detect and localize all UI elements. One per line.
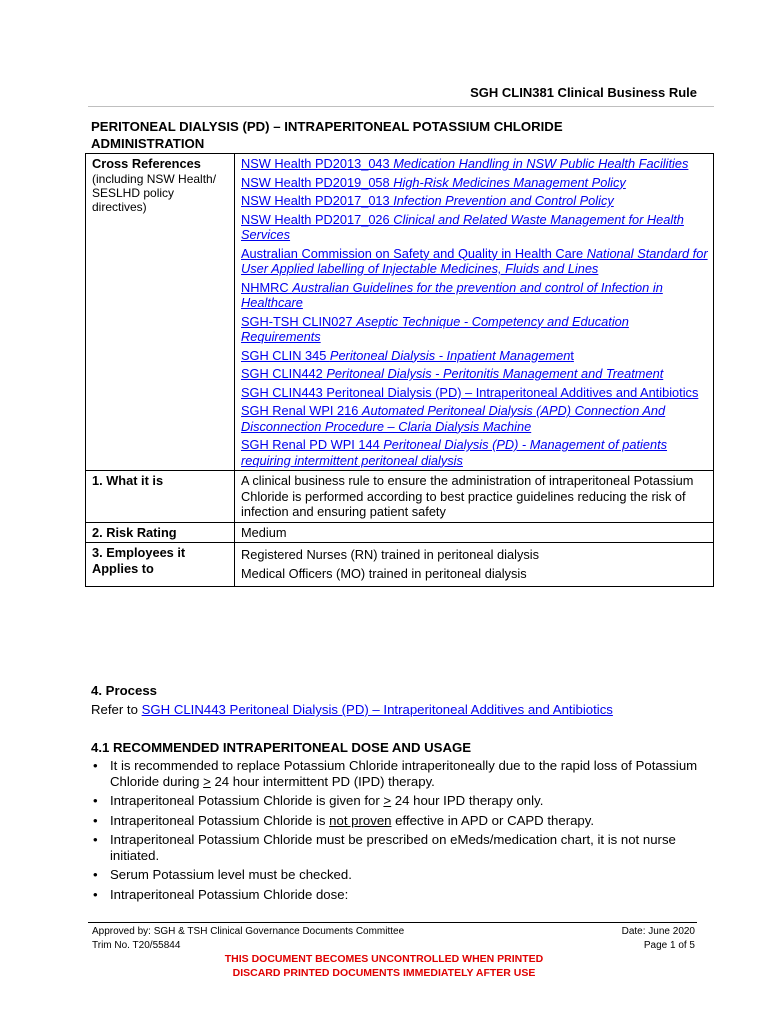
what-it-is-label: 1. What it is: [86, 471, 235, 523]
footer-date: Date: June 2020: [621, 926, 695, 937]
process-refer-prefix: Refer to: [91, 702, 142, 717]
risk-rating-value: Medium: [235, 522, 714, 543]
dose-usage-list: [91, 758, 701, 906]
cross-references-label-cell: [86, 154, 235, 471]
reference-link[interactable]: SGH CLIN442 Peritoneal Dialysis - Peritonitis Management and Treatment: [241, 366, 664, 381]
employee-line: Medical Officers (MO) trained in peritoneal dialysis: [241, 565, 527, 581]
list-item: • Intraperitoneal Potassium Chloride dose:: [91, 887, 701, 903]
uncontrolled-warning: THIS DOCUMENT BECOMES UNCONTROLLED WHEN PRINTED: [224, 953, 544, 965]
document-title: PERITONEAL DIALYSIS (PD) – INTRAPERITONEAL POTASSIUM CHLORIDE ADMINISTRATION: [91, 119, 563, 151]
reference-link[interactable]: SGH Renal WPI 216 Automated Peritoneal Dialysis (APD) Connection And Disconnection Procedure – Claria Dialysis Machine: [241, 403, 666, 434]
header-rule-title: SGH CLIN381 Clinical Business Rule: [470, 85, 697, 100]
cross-references-sublabel: (including NSW Health/ SESLHD policy directives): [92, 171, 217, 214]
risk-rating-row: [86, 522, 714, 543]
reference-link[interactable]: Australian Commission on Safety and Quality in Health Care National Standard for User Applied labelling of Injectable Medicines, Fluids and Lines: [241, 245, 708, 276]
cross-references-row: [86, 154, 714, 471]
footer-divider: [88, 922, 697, 923]
footer-page: Page 1 of 5: [643, 940, 695, 951]
reference-link[interactable]: NHMRC Australian Guidelines for the prevention and control of Infection in Healthcare: [241, 279, 663, 310]
footer-trim: Trim No. T20/55844: [92, 940, 181, 951]
discard-warning: DISCARD PRINTED DOCUMENTS IMMEDIATELY AFTER USE: [232, 967, 536, 979]
risk-rating-label: 2. Risk Rating: [86, 522, 235, 543]
cross-references-label: Cross References: [92, 156, 201, 171]
what-it-is-text: A clinical business rule to ensure the administration of intraperitoneal Potassium Chloride is performed according to best practice guidelines reducing the risk of infection and ensuring patient safety: [235, 471, 714, 523]
process-refer-link[interactable]: SGH CLIN443 Peritoneal Dialysis (PD) – Intraperitoneal Additives and Antibiotics: [141, 702, 613, 717]
section-41-heading: 4.1 RECOMMENDED INTRAPERITONEAL DOSE AND USAGE: [91, 740, 472, 755]
process-refer: [91, 702, 613, 717]
list-item: • It is recommended to replace Potassium Chloride intraperitoneally due to the rapid loss of Potassium Chloride during > 24 hour intermittent PD (IPD) therapy.: [91, 758, 701, 789]
what-it-is-row: [86, 471, 714, 523]
reference-link[interactable]: NSW Health PD2017_026 Clinical and Related Waste Management for Health Services: [241, 211, 684, 242]
reference-link[interactable]: SGH CLIN 345 Peritoneal Dialysis - Inpatient Management: [241, 347, 574, 363]
cross-references-list: [235, 154, 714, 471]
list-item: • Intraperitoneal Potassium Chloride must be prescribed on eMeds/medication chart, it is not nurse initiated.: [91, 832, 701, 863]
list-item: • Serum Potassium level must be checked.: [91, 867, 701, 883]
employees-list: [235, 543, 714, 587]
employees-label: 3. Employees it Applies to: [86, 543, 235, 587]
process-heading: 4. Process: [91, 683, 157, 698]
reference-link[interactable]: SGH Renal PD WPI 144 Peritoneal Dialysis (PD) - Management of patients requiring intermittent peritoneal dialysis: [241, 437, 668, 468]
employees-row: [86, 543, 714, 587]
header-divider: [88, 106, 714, 107]
reference-link[interactable]: NSW Health PD2017_013 Infection Prevention and Control Policy: [241, 193, 614, 208]
footer-approved: Approved by: SGH & TSH Clinical Governance Documents Committee: [92, 926, 405, 937]
reference-link[interactable]: SGH CLIN443 Peritoneal Dialysis (PD) – Intraperitoneal Additives and Antibiotics: [241, 384, 699, 400]
reference-link[interactable]: SGH-TSH CLIN027 Aseptic Technique - Competency and Education Requirements: [241, 313, 629, 344]
list-item: • Intraperitoneal Potassium Chloride is given for > 24 hour IPD therapy only.: [91, 793, 701, 809]
reference-link[interactable]: NSW Health PD2019_058 High-Risk Medicines Management Policy: [241, 174, 626, 190]
summary-table: [85, 153, 714, 587]
list-item: • Intraperitoneal Potassium Chloride is not proven effective in APD or CAPD therapy.: [91, 813, 701, 829]
employee-line: Registered Nurses (RN) trained in peritoneal dialysis: [241, 547, 540, 562]
reference-link[interactable]: NSW Health PD2013_043 Medication Handling in NSW Public Health Facilities: [241, 156, 689, 171]
